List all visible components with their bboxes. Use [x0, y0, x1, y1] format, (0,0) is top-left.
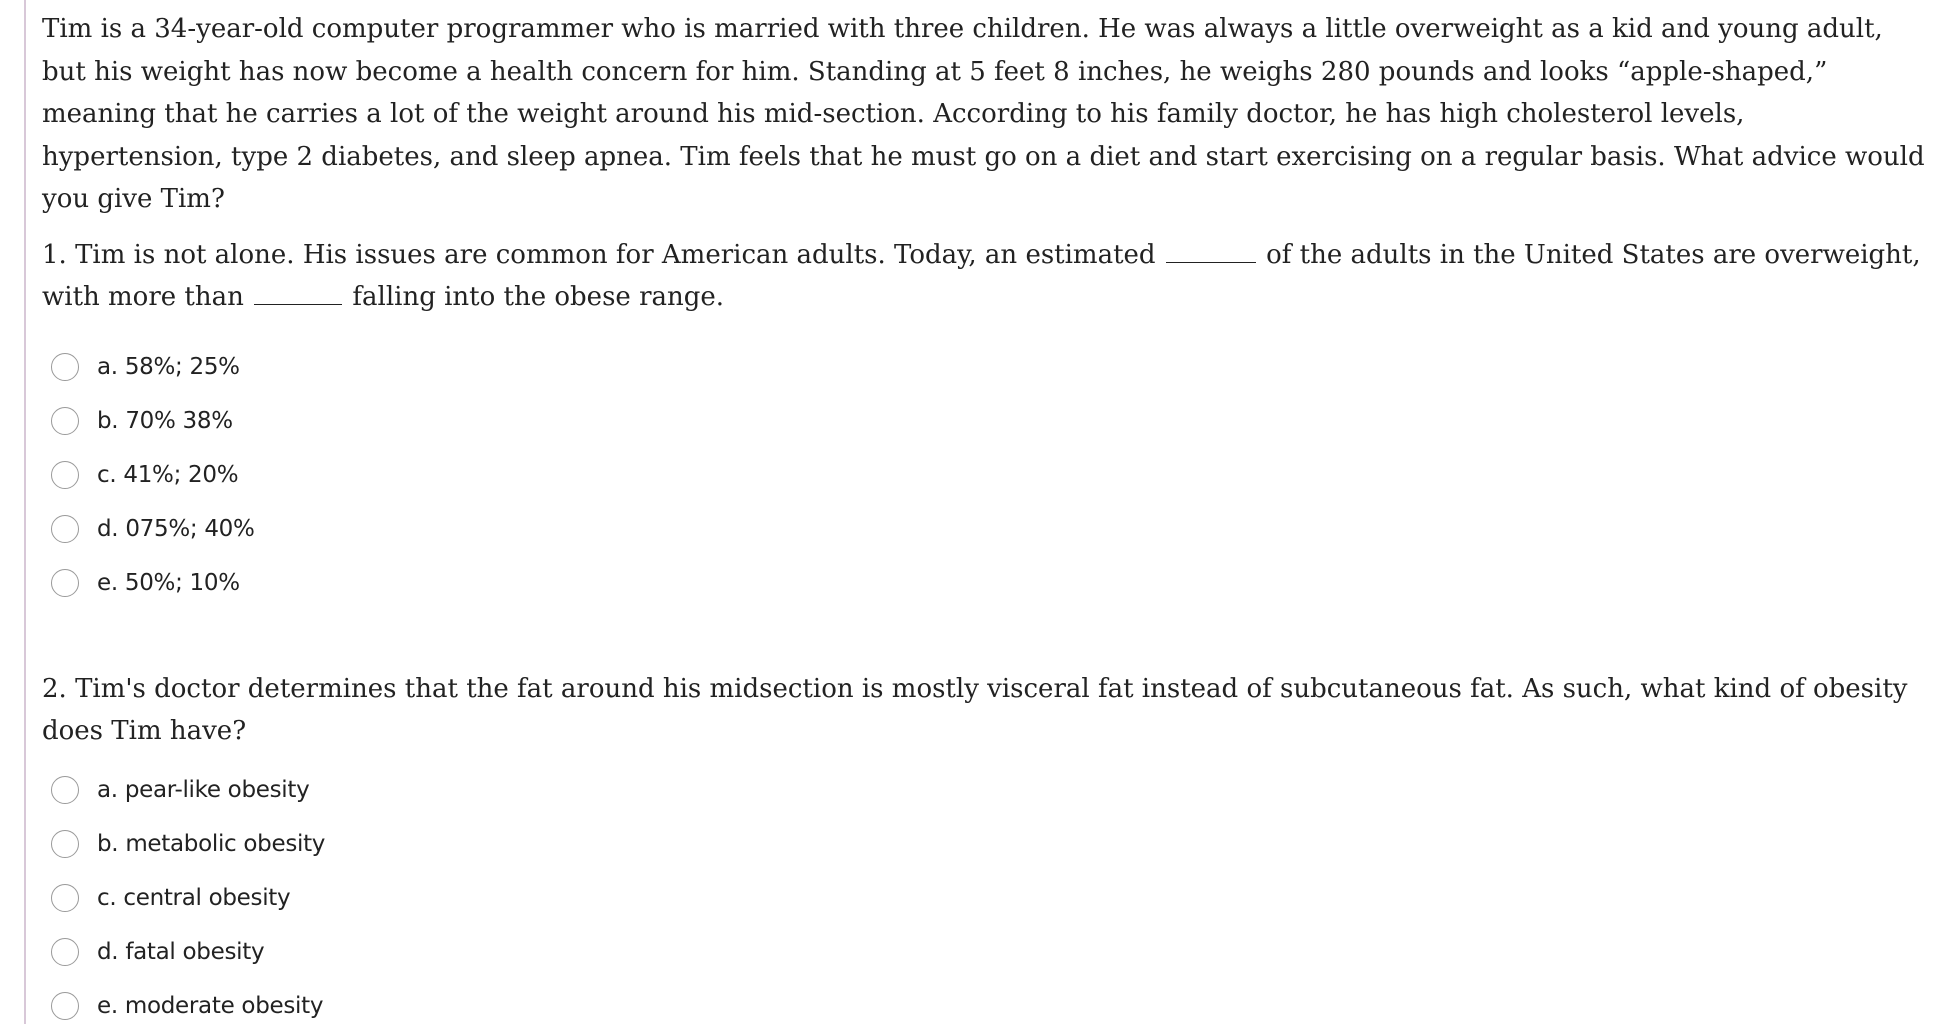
question-2-option-d[interactable] [42, 925, 1932, 979]
question-2-option-c[interactable] [42, 871, 1932, 925]
option-label: e. 50%; 10% [97, 569, 240, 596]
question-1-text-part2: of the adults in the United States are overweight, with more than [42, 239, 1921, 312]
fill-in-blank-1 [1166, 234, 1256, 263]
question-1-option-e[interactable] [42, 556, 1932, 610]
quiz-content [42, 8, 1932, 1033]
radio-button[interactable] [51, 992, 79, 1020]
option-label: b. 70% 38% [97, 407, 233, 434]
radio-button[interactable] [51, 884, 79, 912]
radio-button[interactable] [51, 569, 79, 597]
radio-button[interactable] [51, 461, 79, 489]
option-label: a. 58%; 25% [97, 353, 240, 380]
question-2-option-e[interactable] [42, 979, 1932, 1033]
question-1-option-b[interactable] [42, 394, 1932, 448]
radio-button[interactable] [51, 515, 79, 543]
question-1-options [42, 340, 1932, 610]
option-label: d. 075%; 40% [97, 515, 255, 542]
fill-in-blank-2 [254, 276, 342, 305]
question-2-option-b[interactable] [42, 817, 1932, 871]
option-label: c. 41%; 20% [97, 461, 239, 488]
case-study-passage: Tim is a 34-year-old computer programmer who is married with three children. He was always a little overweight as a kid and young adult, but his weight has now become a health concern for him. Standing at 5 feet 8 inches, he weighs 280 pounds and looks “apple-shaped,” meaning that he carries a lot of the weight around his mid-section. According to his family doctor, he has high cholesterol levels, hypertension, type 2 diabetes, and sleep apnea. Tim feels that he must go on a diet and start exercising on a regular basis. What advice would you give Tim? [42, 14, 1925, 214]
question-2-options [42, 763, 1932, 1033]
radio-button[interactable] [51, 776, 79, 804]
option-label: b. metabolic obesity [97, 830, 326, 857]
question-1-text-part1: 1. Tim is not alone. His issues are common for American adults. Today, an estimated [42, 239, 1156, 270]
question-2-prompt: 2. Tim's doctor determines that the fat around his midsection is mostly visceral fat instead of subcutaneous fat. As such, what kind of obesity does Tim have? [42, 673, 1908, 746]
question-2-option-a[interactable] [42, 763, 1932, 817]
question-1-option-d[interactable] [42, 502, 1932, 556]
radio-button[interactable] [51, 407, 79, 435]
option-label: c. central obesity [97, 884, 291, 911]
option-label: a. pear-like obesity [97, 776, 310, 803]
question-1-prompt [42, 234, 1932, 319]
question-1-option-a[interactable] [42, 340, 1932, 394]
option-label: d. fatal obesity [97, 938, 265, 965]
option-label: e. moderate obesity [97, 992, 324, 1019]
question-1-option-c[interactable] [42, 448, 1932, 502]
question-1-text-part3: falling into the obese range. [352, 282, 725, 312]
radio-button[interactable] [51, 830, 79, 858]
radio-button[interactable] [51, 938, 79, 966]
radio-button[interactable] [51, 353, 79, 381]
